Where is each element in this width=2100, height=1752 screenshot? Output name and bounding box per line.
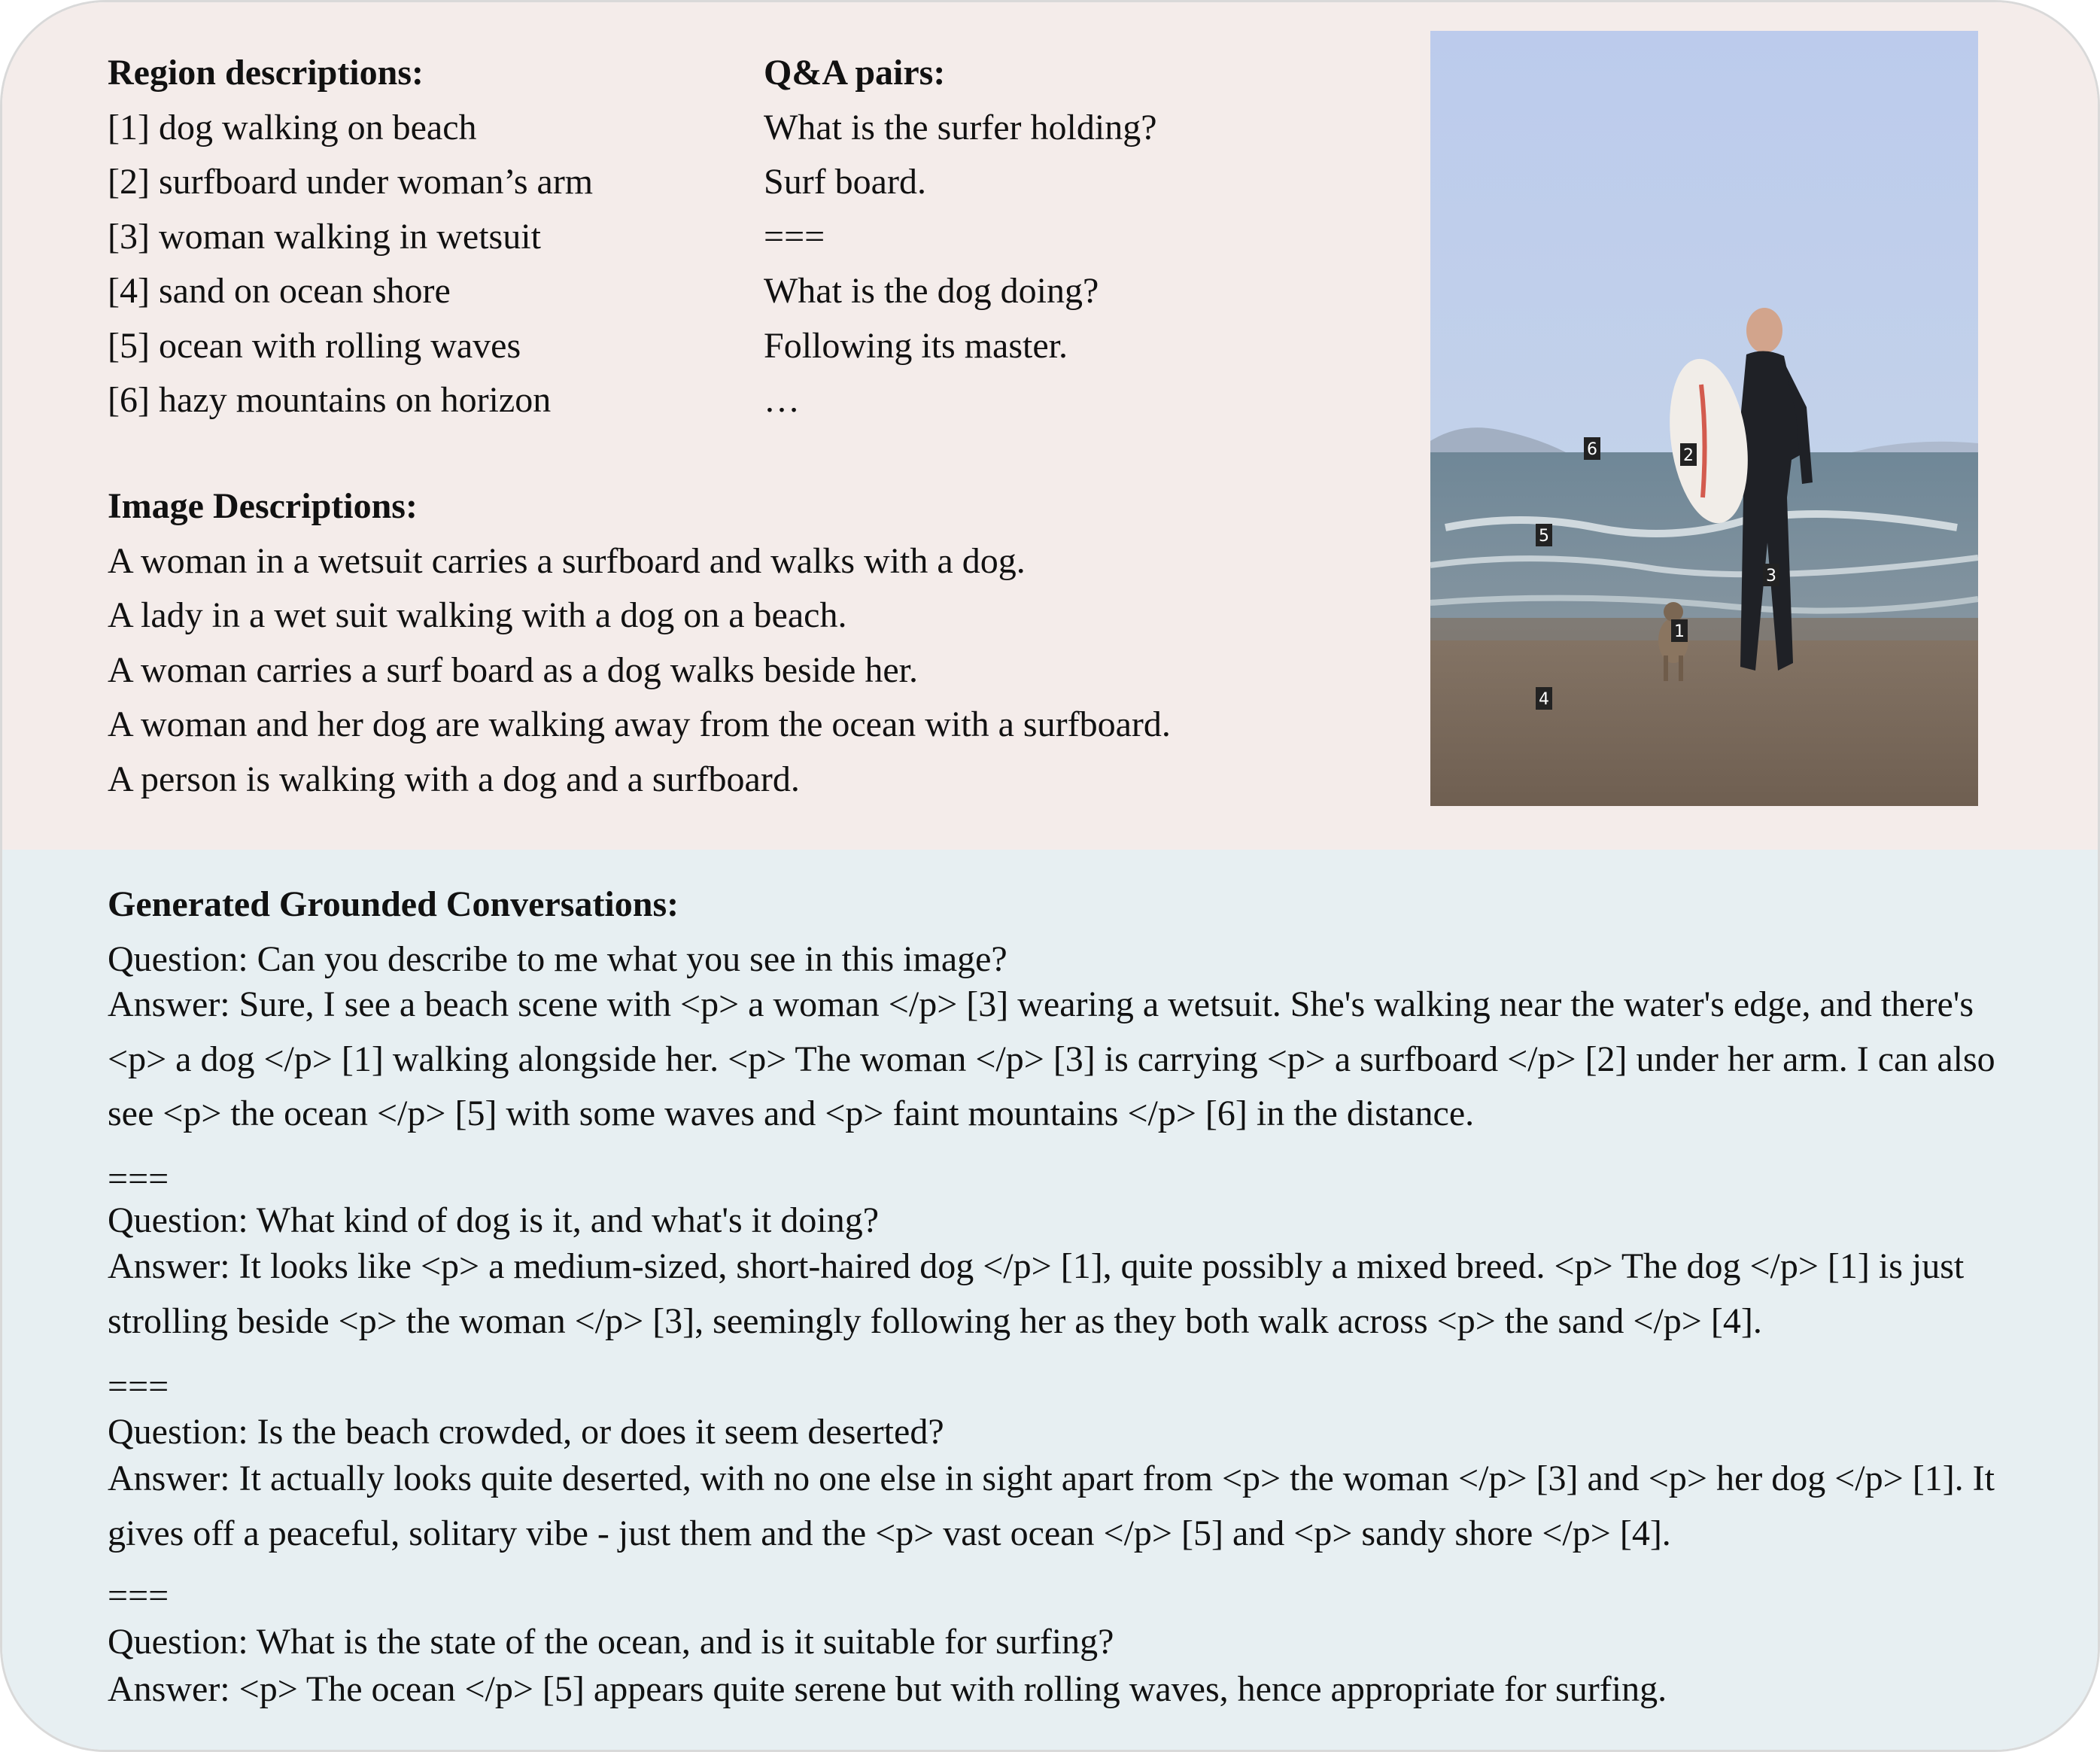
image-description-item: A woman carries a surf board as a dog walks beside her. (108, 650, 918, 690)
image-descriptions-heading: Image Descriptions: (108, 486, 418, 526)
region-description-item: [3] woman walking in wetsuit (108, 217, 541, 257)
qa-line: What is the dog doing? (764, 271, 1099, 311)
image-description-item: A woman in a wetsuit carries a surfboard and walks with a dog. (108, 541, 1026, 581)
conversation-separator: === (108, 1576, 169, 1616)
conversation-separator: === (108, 1159, 169, 1199)
region-label-2 (1680, 443, 1697, 466)
conversation-question: Question: Is the beach crowded, or does it seem deserted? (108, 1412, 944, 1452)
conversations-heading: Generated Grounded Conversations: (108, 884, 679, 924)
image-description-item: A lady in a wet suit walking with a dog on a beach. (108, 595, 847, 635)
region-label-text: 4 (1539, 690, 1549, 709)
conversation-question: Question: What kind of dog is it, and what's it doing? (108, 1200, 879, 1240)
conversation-question: Question: Can you describe to me what you see in this image? (108, 939, 1007, 979)
region-label-text: 3 (1766, 567, 1776, 586)
conversation-answer: Answer: Sure, I see a beach scene with <p> a woman </p> [3] wearing a wetsuit. She's walking near the water's edge, and there's <p> a dog </p> [1] walking alongside her. <p> The woman </p> [3] is carrying <p> a surfboard </p> [2] under her arm. I can also see <p> the ocean </p> [5] with some waves and <p> faint mountains </p> [6] in the distance. (108, 984, 1995, 1133)
bottom-panel (2, 850, 2100, 1752)
qa-line: What is the surfer holding? (764, 108, 1157, 148)
region-label-3 (1763, 564, 1779, 586)
qa-ellipsis: … (764, 380, 800, 420)
region-description-item: [2] surfboard under woman’s arm (108, 162, 594, 202)
region-label-text: 6 (1587, 440, 1597, 459)
region-description-item: [4] sand on ocean shore (108, 271, 451, 311)
wet-sand (1430, 618, 1978, 640)
image-description-item: A woman and her dog are walking away from the ocean with a surfboard. (108, 704, 1171, 744)
conversation-answer: Answer: It looks like <p> a medium-sized, short-haired dog </p> [1], quite possibly a mixed breed. <p> The dog </p> [1] is just strolling beside <p> the woman </p> [3], seemingly following her as they both walk across <p> the sand </p> [4]. (108, 1246, 1965, 1341)
top-panel (2, 2, 2100, 850)
region-description-item: [6] hazy mountains on horizon (108, 380, 552, 420)
qa-line: Following its master. (764, 326, 1068, 366)
region-label-6 (1584, 437, 1600, 460)
qa-line: Surf board. (764, 162, 926, 202)
qa-pairs-heading: Q&A pairs: (764, 53, 946, 93)
region-label-text: 5 (1539, 527, 1549, 546)
sand (1430, 618, 1978, 806)
region-label-text: 1 (1674, 622, 1685, 641)
region-label-4 (1536, 687, 1552, 710)
conversation-question: Question: What is the state of the ocean, and is it suitable for surfing? (108, 1622, 1114, 1662)
region-label-5 (1536, 524, 1552, 546)
region-label-1 (1671, 619, 1688, 642)
qa-separator: === (764, 217, 825, 257)
conversation-separator: === (108, 1367, 169, 1407)
region-description-item: [1] dog walking on beach (108, 108, 477, 148)
region-label-text: 2 (1683, 446, 1694, 465)
image-description-item: A person is walking with a dog and a surfboard. (108, 759, 800, 799)
conversation-answer: Answer: It actually looks quite deserted, with no one else in sight apart from <p> the woman </p> [3] and <p> her dog </p> [1]. It gives off a peaceful, solitary vibe - just them and the <p> vast ocean </p> [5] and <p> sandy shore </p> [4]. (108, 1458, 1995, 1553)
region-description-item: [5] ocean with rolling waves (108, 326, 521, 366)
beach-photo (1430, 31, 1978, 806)
conversation-answer: Answer: <p> The ocean </p> [5] appears quite serene but with rolling waves, hence appropriate for surfing. (108, 1669, 1667, 1709)
region-descriptions-heading: Region descriptions: (108, 53, 424, 93)
